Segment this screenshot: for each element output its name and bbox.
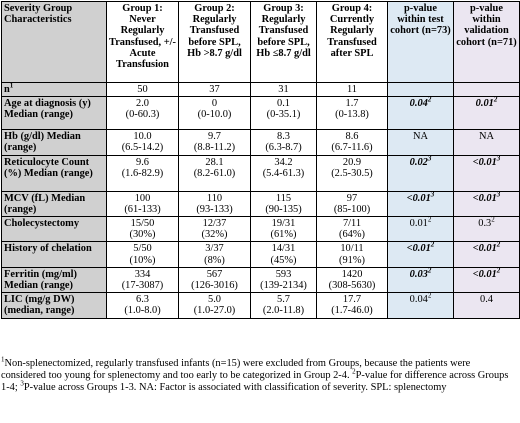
table-row xyxy=(2,130,520,155)
value-cell-group4 xyxy=(317,130,388,155)
cell-value: 1420 xyxy=(341,268,363,280)
table-body xyxy=(2,2,520,319)
p-value-sup: 2 xyxy=(430,240,435,249)
value-cell-group3 xyxy=(251,130,317,155)
value-cell-group4 xyxy=(317,293,388,318)
cell-value: 5/50 xyxy=(133,243,152,255)
p-test-cell xyxy=(388,130,454,155)
header-cell-label: Severity Group Characteristics xyxy=(2,2,107,83)
cell-value: 334 xyxy=(134,268,151,280)
p-validation-cell xyxy=(454,130,520,155)
cell-range: (0-10.0) xyxy=(197,109,232,121)
row-label: Age at diagnosis (y) Median (range) xyxy=(2,97,107,130)
value-cell-group3 xyxy=(251,191,317,216)
p-value: 0.01 xyxy=(409,218,428,230)
cell-value: 567 xyxy=(206,268,223,280)
value-cell-group4 xyxy=(317,155,388,191)
cell-range: (91%) xyxy=(339,254,365,266)
p-value-sup: 2 xyxy=(427,95,432,104)
cell-value: 34.2 xyxy=(274,156,293,168)
p-value-sup: 2 xyxy=(493,95,498,104)
cell-value: 593 xyxy=(275,268,292,280)
p-validation-cell xyxy=(454,97,520,130)
value-cell-group1 xyxy=(107,293,179,318)
cell-value: 3/37 xyxy=(205,243,224,255)
value-cell-group1 xyxy=(107,191,179,216)
p-test-cell xyxy=(388,217,454,242)
p-value-sup: 2 xyxy=(427,266,432,275)
cell-range: (93-133) xyxy=(196,203,233,215)
value-cell-group3 xyxy=(251,217,317,242)
table-row xyxy=(2,97,520,130)
p-test-cell xyxy=(388,267,454,292)
header-cell-group3: Group 3: Regularly Transfused before SPL, Hb ≤8.7 g/dl xyxy=(251,2,317,83)
cell-range: (1.0-27.0) xyxy=(193,305,236,317)
value-cell-group2 xyxy=(179,293,251,318)
p-value-sup: 3 xyxy=(427,154,432,163)
p-value: 0.01 xyxy=(475,98,494,110)
header-cell-p-test: p-value within test cohort (n=73) xyxy=(388,2,454,83)
p-value: 0.04 xyxy=(409,98,428,110)
p-value-sup: 2 xyxy=(427,291,432,300)
p-validation-cell xyxy=(454,267,520,292)
p-value: NA xyxy=(478,131,494,143)
value-cell-group2 xyxy=(179,155,251,191)
cell-value: 6.3 xyxy=(136,294,149,306)
p-value: 0.03 xyxy=(409,268,428,280)
p-validation-cell xyxy=(454,293,520,318)
table-row xyxy=(2,267,520,292)
p-validation-cell xyxy=(454,191,520,216)
cell-range: (5.4-61.3) xyxy=(262,167,305,179)
cell-range: (2.0-11.8) xyxy=(262,305,305,317)
p-value: <0.01 xyxy=(406,243,431,255)
header-cell-group2: Group 2: Regularly Transfused before SPL, Hb >8.7 g/dl xyxy=(179,2,251,83)
value-cell-group4 xyxy=(317,267,388,292)
p-value-sup: 2 xyxy=(496,266,501,275)
n-value-group1: 50 xyxy=(107,83,179,97)
value-cell-group2 xyxy=(179,97,251,130)
p-value-sup: 2 xyxy=(491,215,495,224)
cell-range: (0-13.8) xyxy=(335,109,369,121)
value-cell-group1 xyxy=(107,97,179,130)
p-value: <0.01 xyxy=(406,192,431,204)
cell-range: (30%) xyxy=(129,229,156,241)
cell-range: (126-3016) xyxy=(191,280,238,292)
p-value: <0.01 xyxy=(472,268,497,280)
footnote xyxy=(1,355,517,395)
p-validation-cell xyxy=(454,217,520,242)
row-label: Cholecystectomy xyxy=(2,217,107,242)
row-label: Hb (g/dl) Median (range) xyxy=(2,130,107,155)
cell-range: (2.5-30.5) xyxy=(331,167,373,179)
footnote-text-3: P-value across Groups 1-3. NA: Factor is associated with classification of severity. SPL: splenectomy xyxy=(23,382,447,394)
p-value-sup: 3 xyxy=(496,190,501,199)
value-cell-group2 xyxy=(179,191,251,216)
cell-value: 10.0 xyxy=(133,131,152,143)
cell-range: (61%) xyxy=(270,229,297,241)
n-value-p-test xyxy=(388,83,454,97)
cell-range: (0-60.3) xyxy=(125,109,160,121)
value-cell-group3 xyxy=(251,97,317,130)
p-value: 0.02 xyxy=(409,156,428,168)
cell-value: 20.9 xyxy=(342,156,362,168)
p-value-sup: 2 xyxy=(427,215,432,224)
cell-value: 12/37 xyxy=(202,218,227,230)
header-cell-group4: Group 4: Currently Regularly Transfused after SPL xyxy=(317,2,388,83)
cell-range: (0-35.1) xyxy=(266,109,301,121)
cell-value: 100 xyxy=(134,192,151,204)
n-value-group2: 37 xyxy=(179,83,251,97)
value-cell-group2 xyxy=(179,217,251,242)
table-row xyxy=(2,293,520,318)
cell-value: 5.0 xyxy=(208,294,221,306)
table-row xyxy=(2,191,520,216)
cell-range: (308-5630) xyxy=(328,280,376,292)
row-label: MCV (fL) Median (range) xyxy=(2,191,107,216)
cell-value: 1.7 xyxy=(345,98,359,110)
cell-range: (8.2-61.0) xyxy=(193,167,236,179)
value-cell-group2 xyxy=(179,267,251,292)
cell-value: 0 xyxy=(211,98,218,110)
p-test-cell xyxy=(388,242,454,267)
row-label: Reticulocyte Count (%) Median (range) xyxy=(2,155,107,191)
value-cell-group2 xyxy=(179,242,251,267)
p-test-cell xyxy=(388,191,454,216)
p-validation-cell xyxy=(454,242,520,267)
cell-value: 115 xyxy=(275,192,292,204)
row-label: History of chelation xyxy=(2,242,107,267)
cell-range: (45%) xyxy=(270,254,297,266)
header-cell-p-validation: p-value within validation cohort (n=71) xyxy=(454,2,520,83)
footnote-sup-1: 1 xyxy=(1,355,5,364)
cell-value: 10/11 xyxy=(340,243,364,255)
cell-range: (8.8-11.2) xyxy=(193,142,236,154)
cell-range: (90-135) xyxy=(265,203,302,215)
cell-range: (139-2134) xyxy=(260,280,307,292)
p-value: 0.4 xyxy=(480,294,493,306)
value-cell-group1 xyxy=(107,130,179,155)
p-value-sup: 3 xyxy=(496,154,501,163)
value-cell-group1 xyxy=(107,242,179,267)
table-row xyxy=(2,217,520,242)
cell-value: 110 xyxy=(206,192,223,204)
n-label: n xyxy=(4,84,10,95)
cell-value: 0.1 xyxy=(277,98,290,110)
cell-range: (17-3087) xyxy=(121,280,164,292)
footnote-sup-3: 3 xyxy=(20,379,24,388)
cell-range: (1.7-46.0) xyxy=(331,305,373,317)
severity-table xyxy=(1,1,520,319)
value-cell-group3 xyxy=(251,293,317,318)
cell-value: 14/31 xyxy=(271,243,296,255)
cell-range: (10%) xyxy=(129,254,156,266)
p-validation-cell xyxy=(454,155,520,191)
table-row xyxy=(2,242,520,267)
cell-value: 8.6 xyxy=(345,131,359,143)
footnote-text-1: Non-splenectomized, regularly transfused infants (n=15) were excluded from Groups, because the patients were considered too young for splenectomy and too early to be categorized in Group 2-4. xyxy=(1,358,471,382)
cell-value: 5.7 xyxy=(277,294,290,306)
value-cell-group3 xyxy=(251,155,317,191)
n-row xyxy=(2,83,520,97)
n-value-group4: 11 xyxy=(317,83,388,97)
cell-value: 9.7 xyxy=(208,131,221,143)
table-row xyxy=(2,155,520,191)
footnote-sup-2: 2 xyxy=(352,367,356,376)
n-value-p-validation xyxy=(454,83,520,97)
cell-range: (6.5-14.2) xyxy=(121,142,164,154)
cell-value: 17.7 xyxy=(342,294,362,306)
cell-value: 9.6 xyxy=(136,156,149,168)
p-value: 0.04 xyxy=(409,294,428,306)
value-cell-group1 xyxy=(107,267,179,292)
p-value-sup: 2 xyxy=(496,240,501,249)
p-value: <0.01 xyxy=(472,156,497,168)
p-test-cell xyxy=(388,155,454,191)
value-cell-group4 xyxy=(317,191,388,216)
cell-value: 28.1 xyxy=(205,156,224,168)
p-value: NA xyxy=(412,131,428,143)
cell-range: (6.7-11.6) xyxy=(331,142,373,154)
value-cell-group2 xyxy=(179,130,251,155)
cell-value: 7/11 xyxy=(342,218,362,230)
cell-range: (85-100) xyxy=(333,203,371,215)
p-test-cell xyxy=(388,97,454,130)
cell-range: (1.6-82.9) xyxy=(121,167,164,179)
cell-range: (64%) xyxy=(339,229,365,241)
cell-value: 19/31 xyxy=(271,218,296,230)
p-value-sup: 3 xyxy=(430,190,435,199)
value-cell-group3 xyxy=(251,267,317,292)
cell-range: (61-133) xyxy=(124,203,161,215)
cell-value: 15/50 xyxy=(130,218,155,230)
p-value: <0.01 xyxy=(472,243,497,255)
cell-value: 2.0 xyxy=(136,98,149,110)
header-row xyxy=(2,2,520,83)
n-label-cell xyxy=(2,83,107,97)
value-cell-group1 xyxy=(107,155,179,191)
value-cell-group4 xyxy=(317,97,388,130)
p-value: <0.01 xyxy=(472,192,497,204)
cell-range: (6.3-8.7) xyxy=(265,142,302,154)
value-cell-group4 xyxy=(317,217,388,242)
cell-value: 97 xyxy=(346,192,358,204)
cell-range: (1.0-8.0) xyxy=(124,305,161,317)
cell-value: 8.3 xyxy=(277,131,290,143)
value-cell-group3 xyxy=(251,242,317,267)
row-label: LIC (mg/g DW) (median, range) xyxy=(2,293,107,318)
header-cell-group1: Group 1: Never Regularly Transfused, +/-Acute Transfusion xyxy=(107,2,179,83)
value-cell-group1 xyxy=(107,217,179,242)
n-value-group3: 31 xyxy=(251,83,317,97)
value-cell-group4 xyxy=(317,242,388,267)
cell-range: (32%) xyxy=(201,229,228,241)
p-value: 0.3 xyxy=(478,218,492,230)
row-label: Ferritin (mg/ml) Median (range) xyxy=(2,267,107,292)
p-test-cell xyxy=(388,293,454,318)
n-label-sup: 1 xyxy=(9,81,14,90)
cell-range: (8%) xyxy=(204,254,225,266)
footnote-text-2: P-value for difference across Groups 1-4; xyxy=(1,370,509,394)
